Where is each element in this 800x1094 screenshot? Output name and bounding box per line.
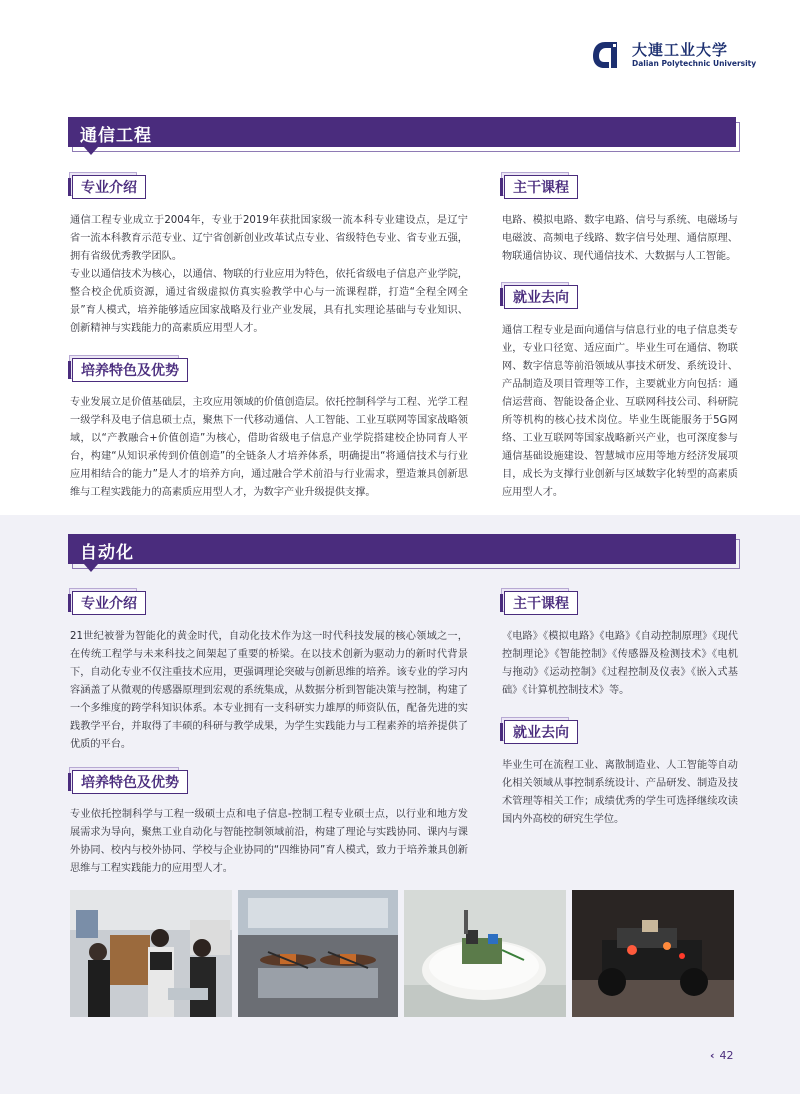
subheading-label: 培养特色及优势 bbox=[72, 358, 188, 382]
careers-paragraph: 毕业生可在流程工业、离散制造业、人工智能等自动化相关领域从事控制系统设计、产品研发、制造及技术管理等相关工作；成绩优秀的学生可选择继续攻读国内外高校的研究生学位。 bbox=[502, 760, 738, 825]
banner-pointer bbox=[84, 564, 98, 572]
subheading-label: 主干课程 bbox=[504, 591, 578, 615]
intro-paragraph bbox=[70, 212, 468, 338]
subheading-label: 就业去向 bbox=[504, 285, 578, 309]
features-paragraph: 专业发展立足价值基础层，主攻应用领域的价值创造层。依托控制科学与工程、光学工程一级学科及电子信息硕士点，聚焦下一代移动通信、人工智能、工业互联网等国家战略领域，以“产教融合+价值创造”为核心，借助省级电子信息产业学院搭建校企协同育人平台，构建“从知识承传到价值创造”的全链条人才培养体系，明确提出“将通信技术与行业应用相结合的能力”是人才的培养方向，通过融合学术前沿与行业需求，塑造兼具创新思维与工程实践能力的高素质应用型人才，为数字产业升级提供支撑。 bbox=[70, 397, 468, 498]
page-number bbox=[710, 1049, 734, 1062]
section-banner-automation bbox=[68, 534, 736, 564]
section-banner-communication bbox=[68, 117, 736, 147]
section-title: 通信工程 bbox=[80, 126, 152, 146]
intro-paragraph-1: 通信工程专业成立于2004年，专业于2019年获批国家级一流本科专业建设点，是辽宁省一流本科教育示范专业、辽宁省创新创业改革试点专业、省级特色专业、省专业五强，拥有省级优秀教学团队。 bbox=[70, 215, 468, 262]
subheading-label: 主干课程 bbox=[504, 175, 578, 199]
intro-paragraph-2: 专业以通信技术为核心，以通信、物联的行业应用为特色，依托省级电子信息产业学院，整合校企优质资源，通过省级虚拟仿真实验教学中心与一流课程群，打造“全程全网全景”育人模式，培养能够适应国家战略及行业产业发展，具有扎实理论基础与专业知识、创新精神与实践能力的高素质应用型人才。 bbox=[70, 269, 468, 334]
intro-paragraph bbox=[70, 628, 468, 754]
features-paragraph: 专业依托控制科学与工程一级硕士点和电子信息-控制工程专业硕士点，以行业和地方发展需求为导向，聚焦工业自动化与智能控制领域前沿，构建了理论与实践协同、课内与课外协同、校内与校外协同、学校与企业协同的“四维协同”育人模式，致力于培养兼具创新思维与工程实践能力的应用型人才。 bbox=[70, 809, 468, 874]
photo-students-lab bbox=[70, 890, 232, 1017]
subheading-label: 专业介绍 bbox=[72, 591, 146, 615]
chevron-left-icon: ‹ bbox=[710, 1049, 715, 1062]
subheading-label: 培养特色及优势 bbox=[72, 770, 188, 794]
intro-paragraph-1: 21世纪被誉为智能化的黄金时代，自动化技术作为这一时代科技发展的核心领域之一，在传统工程学与未来科技之间架起了重要的桥梁。在以技术创新为驱动力的新时代背景下，自动化专业不仅注重技术应用，更强调理论突破与创新思维的培养。该专业的学习内容涵盖了从微观的传感器原理到宏观的系统集成，从数据分析到智能决策与控制，构建了一个多维度的跨学科知识体系。本专业拥有一支科研实力雄厚的师资队伍，配备先进的实践教学平台，并取得了丰硕的科研与教学成果，为学生实践能力与工程素养的培养提供了优质的平台。 bbox=[70, 631, 468, 750]
subheading-label: 专业介绍 bbox=[72, 175, 146, 199]
careers-paragraph: 通信工程专业是面向通信与信息行业的电子信息类专业，专业口径宽、适应面广。毕业生可在通信、物联网、数字信息等前沿领域从事技术研发、系统设计、产品制造及项目管理等工作，主要就业方向包括：通信运营商、智能设备企业、互联网科技公司、科研院所等机构的核心技术岗位。毕业生既能服务于5G网络、工业互联网等国家战略新兴产业，也可深度参与通信基础设施建设、智慧城市应用等地方经济发展项目，成长为支撑行业创新与区域数字化转型的高素质应用型人才。 bbox=[502, 325, 738, 498]
photo-robot-car bbox=[572, 890, 734, 1017]
courses-paragraph: 电路、模拟电路、数字电路、信号与系统、电磁场与电磁波、高频电子线路、数字信号处理、通信原理、物联通信协议、现代通信技术、大数据与人工智能。 bbox=[502, 215, 738, 262]
logo-english-name: Dalian Polytechnic University bbox=[632, 59, 757, 68]
university-emblem-icon bbox=[590, 38, 624, 72]
logo-chinese-name: 大連工业大学 bbox=[632, 41, 729, 59]
courses-paragraph: 《电路》《模拟电路》《电路》《自动控制原理》《现代控制理论》《智能控制》《传感器及检测技术》《电机与拖动》《运动控制》《过程控制及仪表》《嵌入式基础》《计算机控制技术》等。 bbox=[502, 631, 738, 696]
photo-robot-vacuum bbox=[404, 890, 566, 1017]
photo-drone-workshop bbox=[238, 890, 398, 1017]
subheading-label: 就业去向 bbox=[504, 720, 578, 744]
page-number-label: 42 bbox=[719, 1049, 734, 1062]
university-logo bbox=[590, 38, 757, 74]
banner-pointer bbox=[84, 147, 98, 155]
section-title: 自动化 bbox=[80, 543, 134, 563]
